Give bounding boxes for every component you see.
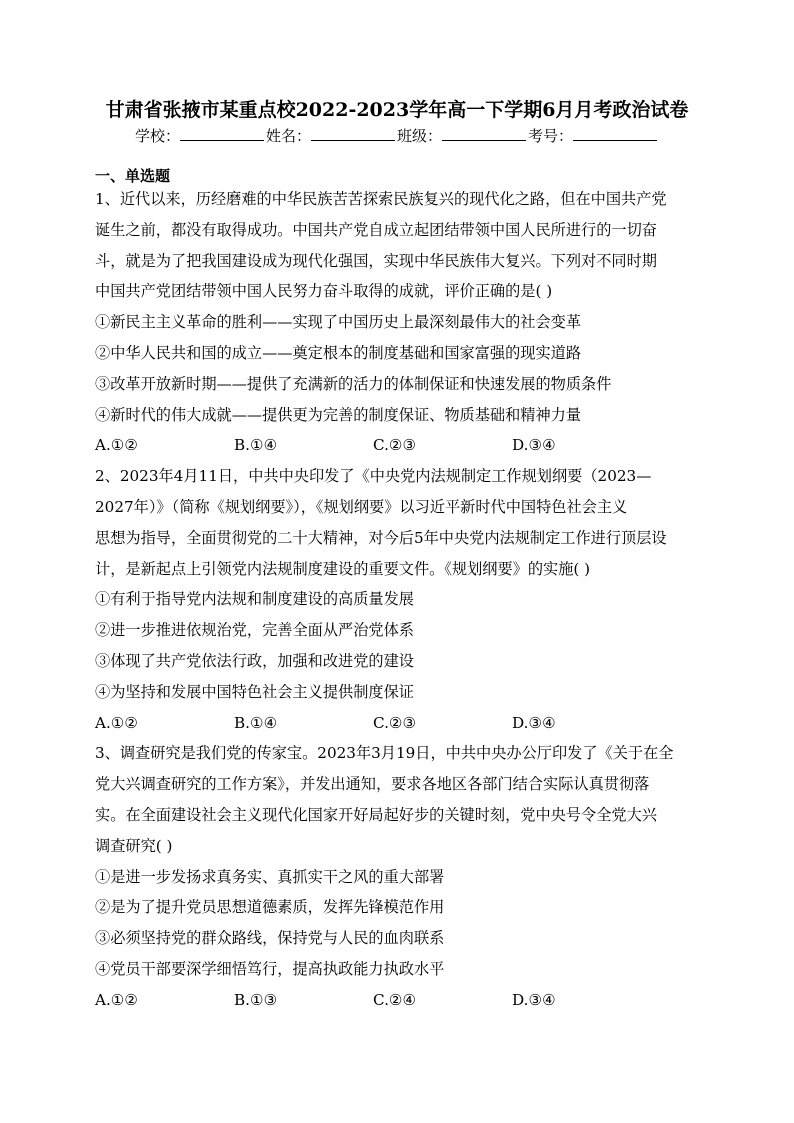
question-stem-line: 思想为指导，全面贯彻党的二十大精神，对今后5年中央党内法规制定工作进行顶层设 — [95, 528, 667, 547]
exam-number-blank — [573, 126, 657, 141]
question-stem-line: 2027年）》（简称《规划纲要》），《规划纲要》以习近平新时代中国特色社会主义 — [95, 497, 628, 516]
statement-option: ①是进一步发扬求真务实、真抓实干之风的重大部署 — [95, 867, 445, 886]
question-1 — [95, 184, 707, 461]
question-stem-line: 中国共产党团结带领中国人民努力奋斗取得的成就，评价正确的是( ) — [95, 282, 553, 301]
answer-choices — [95, 430, 707, 461]
question-stem-line: 计，是新起点上引领党内法规制度建设的重要文件。《规划纲要》的实施( ) — [95, 559, 591, 578]
section-title: 一、单选题 — [95, 167, 171, 185]
question-stem-line: 诞生之前，都没有取得成功。中国共产党自成立起团结带领中国人民所进行的一切奋 — [95, 220, 657, 239]
statement-option: ④新时代的伟大成就——提供更为完善的制度保证、物质基础和精神力量 — [95, 405, 581, 424]
choice-a[interactable]: A.①② — [95, 990, 139, 1009]
question-stem-line: 实。在全面建设社会主义现代化国家开好局起好步的关键时刻，党中央号令全党大兴 — [95, 805, 657, 824]
statement-option: ④党员干部要深学细悟笃行，提高执政能力执政水平 — [95, 959, 445, 978]
exam-number-label: 考号： — [528, 127, 574, 145]
choice-c[interactable]: C.②④ — [373, 990, 417, 1009]
class-blank — [442, 126, 526, 141]
question-3 — [95, 738, 707, 1015]
statement-option: ②进一步推进依规治党，完善全面从严治党体系 — [95, 621, 414, 640]
questions-container — [95, 184, 707, 1016]
choice-b[interactable]: B.①③ — [234, 990, 278, 1009]
answer-choices — [95, 708, 707, 739]
school-label: 学校： — [134, 127, 180, 145]
choice-d[interactable]: D.③④ — [512, 436, 556, 455]
question-stem-line: 2、2023年4月11日，中共中央印发了《中央党内法规制定工作规划纲要（2023— — [95, 467, 652, 486]
choice-a[interactable]: A.①② — [95, 713, 139, 732]
choice-d[interactable]: D.③④ — [512, 990, 556, 1009]
choice-d[interactable]: D.③④ — [512, 713, 556, 732]
name-blank — [311, 126, 395, 141]
choice-c[interactable]: C.②③ — [373, 713, 417, 732]
student-info-line — [0, 126, 794, 146]
question-stem-line: 调查研究( ) — [95, 836, 173, 855]
statement-option: ③必须坚持党的群众路线，保持党与人民的血肉联系 — [95, 929, 445, 948]
statement-option: ①有利于指导党内法规和制度建设的高质量发展 — [95, 590, 414, 609]
statement-option: ③体现了共产党依法行政，加强和改进党的建设 — [95, 651, 414, 670]
name-label: 姓名： — [265, 127, 311, 145]
statement-option: ④为坚持和发展中国特色社会主义提供制度保证 — [95, 682, 414, 701]
choice-a[interactable]: A.①② — [95, 436, 139, 455]
school-blank — [180, 126, 264, 141]
statement-option: ②是为了提升党员思想道德素质，发挥先锋模范作用 — [95, 898, 445, 917]
question-stem-line: 1、近代以来，历经磨难的中华民族苦苦探索民族复兴的现代化之路，但在中国共产党 — [95, 190, 667, 208]
question-stem-line: 斗，就是为了把我国建设成为现代化强国，实现中华民族伟大复兴。下列对不同时期 — [95, 251, 657, 270]
question-2 — [95, 461, 707, 738]
exam-title: 甘肃省张掖市某重点校2022-2023学年高一下学期6月月考政治试卷 — [105, 99, 689, 121]
choice-b[interactable]: B.①④ — [234, 713, 278, 732]
statement-option: ③改革开放新时期——提供了充满新的活力的体制保证和快速发展的物质条件 — [95, 374, 612, 393]
choice-b[interactable]: B.①④ — [234, 436, 278, 455]
statement-option: ①新民主主义革命的胜利——实现了中国历史上最深刻最伟大的社会变革 — [95, 313, 581, 332]
question-stem-line: 党大兴调查研究的工作方案》，并发出通知，要求各地区各部门结合实际认真贯彻落 — [95, 775, 650, 794]
class-label: 班级： — [397, 127, 443, 145]
choice-c[interactable]: C.②③ — [373, 436, 417, 455]
statement-option: ②中华人民共和国的成立——奠定根本的制度基础和国家富强的现实道路 — [95, 343, 581, 362]
question-stem-line: 3、调查研究是我们党的传家宝。2023年3月19日，中共中央办公厅印发了《关于在全 — [95, 744, 674, 763]
answer-choices — [95, 985, 707, 1016]
